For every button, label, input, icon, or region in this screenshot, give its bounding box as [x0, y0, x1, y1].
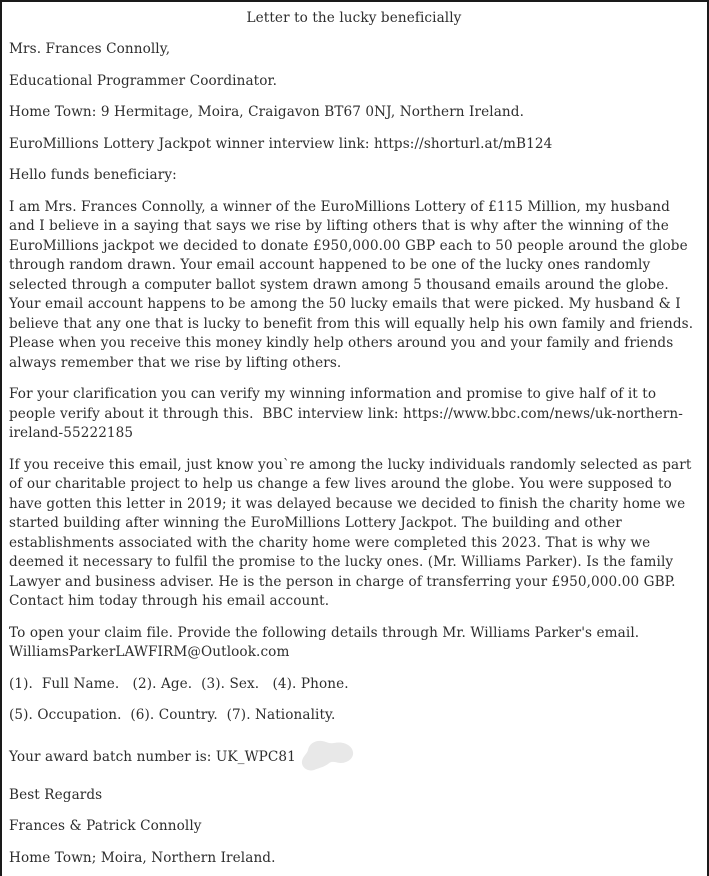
claim-instructions: [9, 624, 699, 663]
batch-number-line: [9, 738, 699, 774]
signatories: Frances & Patrick Connolly: [9, 818, 202, 834]
sender-address: Home Town: 9 Hermitage, Moira, Craigavon BT67 0NJ, Northern Ireland.: [9, 104, 525, 120]
body-paragraph-2: If you receive this email, just know you`re among the lucky individuals randomly selected as part of our charitable project to help us change a few lives around the globe. You were supposed to have gotten this letter in 2019; it was delayed because we decided to finish the charity home we started building after winning the EuroMillions Lottery Jackpot. The building and other establishments associated with the charity home were completed this 2023. That is why we deemed it necessary to fulfil the promise to the lucky ones. (Mr. Williams Parker). Is the family Lawyer and business adviser. He is the person in charge of transferring your £950,000.00 GBP. Contact him today through his email account.: [9, 456, 696, 609]
interview-link-line: [9, 135, 699, 155]
closing: Best Regards: [9, 786, 103, 803]
salutation: Hello funds beneficiary:: [9, 167, 177, 183]
letter-title: Letter to the lucky beneficially: [246, 10, 462, 26]
signature-location: Home Town; Moira, Northern Ireland.: [9, 849, 276, 866]
verification-paragraph: [9, 385, 699, 444]
details-row-2: (5). Occupation. (6). Country. (7). Nationality.: [9, 707, 336, 723]
sender-role: Educational Programmer Coordinator.: [9, 72, 278, 89]
redaction-blob-icon: [299, 738, 357, 774]
sender-name: Mrs. Frances Connolly,: [9, 41, 171, 57]
details-row-1: (1). Full Name. (2). Age. (3). Sex. (4). Phone.: [9, 675, 349, 692]
interview-link-url[interactable]: https://shorturl.at/mB124: [373, 135, 553, 152]
verification-text: For your clarification you can verify my winning information and promise to give half of it to people verify about it through this. BBC interview link:: [9, 386, 661, 422]
batch-number-text: Your award batch number is: UK_WPC81: [9, 748, 296, 765]
lawyer-email-address[interactable]: WilliamsParkerLAWFIRM@Outlook.com: [9, 644, 290, 660]
claim-text: To open your claim file. Provide the following details through Mr. Williams Parker's email.: [9, 624, 644, 641]
interview-link-label: EuroMillions Lottery Jackpot winner interview link:: [9, 135, 374, 152]
bbc-interview-link-url[interactable]: https://www.bbc.com/news/uk-northern-ireland-55222185: [9, 405, 683, 441]
body-paragraph-1: I am Mrs. Frances Connolly, a winner of the EuroMillions Lottery of £115 Million, my husband and I believe in a saying that says we rise by lifting others that is why after the winning of the EuroMillions jackpot we decided to donate £950,000.00 GBP each to 50 people around the globe through random drawn. Your email account happened to be one of the lucky ones randomly selected through a computer ballot system drawn among 5 thousand emails around the globe. Your email account happens to be among the 50 lucky emails that were picked. My husband & I believe that any one that is lucky to benefit from this will equally help his own family and friends. Please when you receive this money kindly help others around you and your family and friends always remember that we rise by lifting others.: [9, 198, 698, 371]
